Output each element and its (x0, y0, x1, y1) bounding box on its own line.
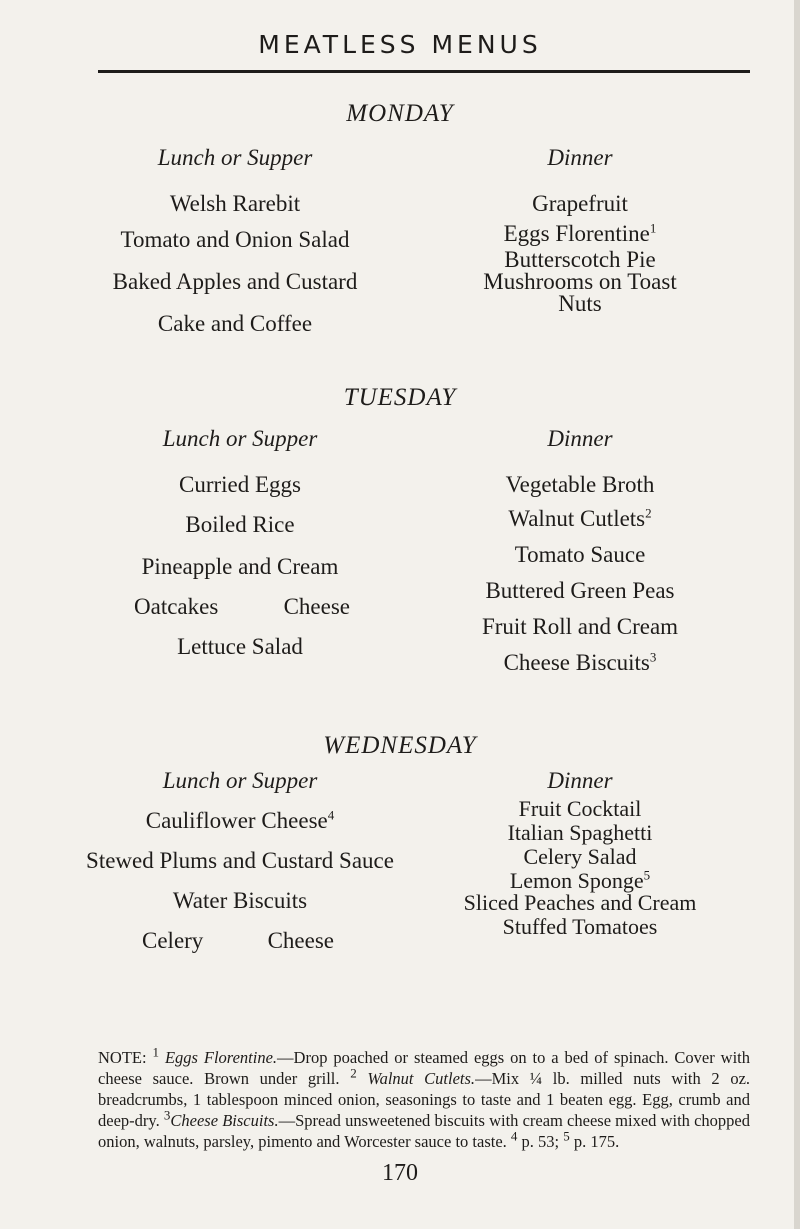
note-title: Eggs Florentine. (164, 1048, 278, 1067)
menu-item: Grapefruit (532, 191, 628, 216)
footnote-block (98, 1044, 751, 1152)
menu-item: Pineapple and Cream (141, 554, 339, 579)
lunch-heading: Lunch or Supper (157, 145, 313, 170)
menu-item: Stuffed Tomatoes (502, 914, 658, 939)
day-title-wednesday: WEDNESDAY (323, 732, 477, 759)
monday-dinner-column (448, 145, 712, 317)
monday-lunch-column (100, 145, 370, 337)
menu-item: Fruit Cocktail (518, 796, 642, 821)
note-text: p. 53; (521, 1132, 560, 1151)
menu-item: Celery Salad (523, 844, 637, 869)
menu-item-pair (60, 928, 420, 954)
menu-item: Cauliflower Cheese$^4$ (145, 807, 335, 833)
dinner-heading: Dinner (547, 145, 613, 170)
menu-item: Mushrooms on Toast (483, 269, 677, 294)
note-title: Walnut Cutlets. (367, 1069, 476, 1088)
menu-item: Lettuce Salad (177, 634, 303, 659)
footnote-ref: 2 (350, 1065, 357, 1081)
menu-item: Vegetable Broth (505, 472, 655, 497)
menu-item: Cheese (283, 594, 350, 619)
wednesday-lunch-column (60, 768, 420, 954)
running-head: MEATLESS MENUS (258, 30, 542, 59)
menu-item: Cheese (267, 928, 334, 953)
note-label: NOTE: (98, 1048, 147, 1067)
menu-item: Water Biscuits (172, 888, 308, 913)
menu-item: Butterscotch Pie (504, 247, 656, 272)
menu-item: Welsh Rarebit (169, 191, 301, 216)
header-rule (98, 70, 750, 73)
menu-item: Sliced Peaches and Cream (463, 890, 697, 915)
menu-item: Cake and Coffee (157, 311, 313, 336)
note-text: —Spread unsweetened biscuits with cream cheese mixed with chopped onion, walnuts, parsley, pimento and Worcester sauce to taste. (98, 1111, 751, 1151)
menu-item: Oatcakes (134, 594, 219, 619)
menu-item: Italian Spaghetti (507, 820, 653, 845)
menu-item: Tomato Sauce (514, 542, 646, 567)
footnote-ref: 1 (152, 1044, 160, 1060)
footnote-ref: 3 (649, 649, 657, 665)
footnote-ref: 4 (327, 807, 335, 823)
tuesday-dinner-column (448, 426, 712, 676)
dinner-heading: Dinner (547, 426, 613, 451)
note-title: Cheese Biscuits. (170, 1111, 279, 1130)
day-title-monday: MONDAY (346, 100, 454, 127)
menu-item: Tomato and Onion Salad (120, 227, 350, 252)
footnote-ref: 3 (163, 1107, 171, 1123)
day-title-tuesday: TUESDAY (343, 384, 457, 411)
menu-item: Nuts (558, 291, 602, 316)
footnote-ref: 2 (645, 505, 652, 521)
page-edge (794, 0, 800, 1229)
menu-item: Fruit Roll and Cream (481, 614, 679, 639)
lunch-heading: Lunch or Supper (162, 768, 318, 793)
menu-item: Lemon Sponge$^5$ (509, 867, 651, 893)
menu-item: Cheese Biscuits$^3$ (503, 649, 657, 675)
footnote-ref: 4 (510, 1128, 518, 1144)
footnote-ref: 5 (643, 867, 651, 883)
menu-item: Walnut Cutlets$^2$ (508, 505, 652, 531)
note-text: p. 175. (573, 1132, 620, 1151)
menu-item: Stewed Plums and Custard Sauce (86, 848, 394, 873)
menu-item-pair (100, 594, 380, 620)
note-text: —Mix ¼ lb. milled nuts with 2 oz. breadcrumbs, 1 tablespoon minced onion, seasonings to taste and 1 beaten egg. Egg, crumb and deep-dry. (98, 1069, 751, 1130)
menu-item: Celery (142, 928, 204, 953)
tuesday-lunch-column (100, 426, 380, 660)
note-text: —Drop poached or steamed eggs on to a bed of spinach. Cover with cheese sauce. Brown under grill. (98, 1048, 751, 1088)
lunch-heading: Lunch or Supper (162, 426, 318, 451)
menu-item: Boiled Rice (185, 512, 295, 537)
dinner-heading: Dinner (547, 768, 613, 793)
footnote-ref: 1 (649, 220, 657, 236)
menu-item: Buttered Green Peas (485, 578, 675, 603)
footnote-ref: 5 (563, 1128, 570, 1144)
menu-item: Baked Apples and Custard (112, 269, 358, 294)
page-number: 170 (382, 1160, 418, 1186)
menu-item: Curried Eggs (178, 472, 301, 497)
wednesday-dinner-column (430, 768, 730, 940)
menu-item: Eggs Florentine$^1$ (503, 220, 657, 246)
